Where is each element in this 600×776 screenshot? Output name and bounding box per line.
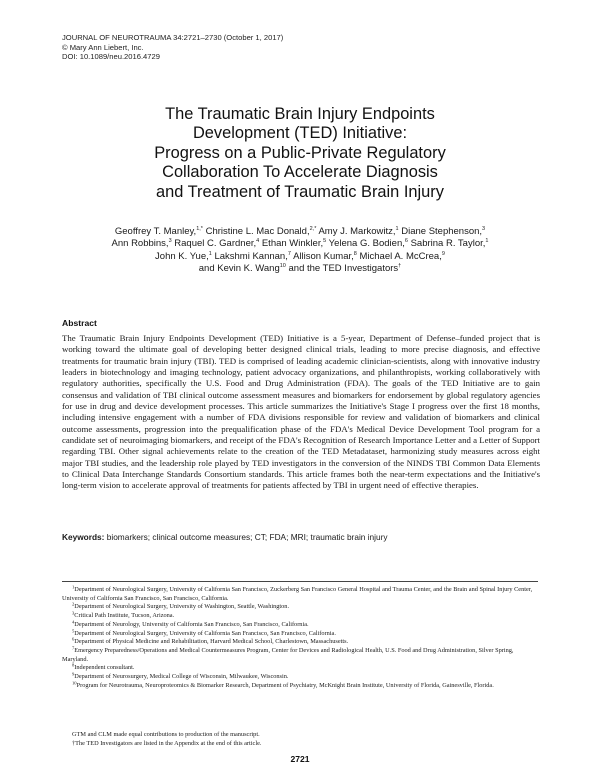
article-title [0, 105, 600, 202]
author-affiliation: 6 [404, 238, 408, 245]
keywords-text: biomarkers; clinical outcome measures; CT; FDA; MRI; traumatic brain injury [106, 532, 388, 542]
footnote [62, 627, 540, 639]
author-name: John K. Yue, [155, 250, 209, 262]
journal-header [62, 33, 283, 62]
author-affiliation: 8 [353, 250, 357, 257]
author-name: Ethan Winkler, [261, 238, 324, 250]
footnote-text: Department of Neurological Surgery, University of Washington, Seattle, Washington. [74, 603, 290, 611]
affiliation-footnotes [62, 586, 540, 690]
title-line-1: The Traumatic Brain Injury Endpoints [165, 105, 435, 123]
author-name: Ann Robbins, [111, 238, 169, 250]
author-name: and the TED Investigators [288, 262, 399, 274]
author-affiliation: 1 [485, 238, 489, 245]
footnote-text: Department of Neurology, University of California San Francisco, San Francisco, California. [74, 620, 309, 628]
author-name: Raquel C. Gardner, [174, 238, 257, 250]
author-name: Amy J. Markowitz, [318, 226, 396, 237]
keywords-label: Keywords: [62, 532, 105, 542]
footnote-number: 5 [72, 627, 75, 633]
footnote-text: Department of Neurological Surgery, University of California San Francisco, San Francisco, California. [74, 629, 336, 637]
abstract-heading: Abstract [62, 318, 97, 328]
author-affiliation: 3 [482, 226, 486, 232]
equal-contribution-note: GTM and CLM made equal contributions to production of the manuscript. [72, 731, 260, 738]
footnote-text: Department of Neurosurgery, Medical College of Wisconsin, Milwaukee, Wisconsin. [74, 673, 289, 681]
footnote-number: 10 [72, 680, 77, 686]
title-line-3: Progress on a Public-Private Regulatory [154, 143, 446, 162]
author-affiliation: 1 [208, 250, 212, 257]
copyright-line: © Mary Ann Liebert, Inc. [62, 42, 144, 52]
footnote-number: 6 [72, 636, 75, 642]
footnote [62, 603, 540, 612]
footnote-number: 7 [72, 645, 75, 651]
author-line-2 [0, 238, 600, 250]
author-name: Lakshmi Kannan, [214, 250, 288, 262]
footnote [62, 621, 540, 630]
footnote [62, 682, 540, 691]
keywords [62, 532, 388, 542]
ted-investigators-note: †The TED Investigators are listed in the Appendix at the end of this article. [72, 739, 262, 747]
author-line-4 [0, 263, 600, 275]
footnote-text: Independent consultant. [74, 664, 135, 672]
author-affiliation: 3 [168, 238, 172, 245]
footnote-number: 3 [72, 610, 75, 616]
author-affiliation: † [398, 262, 402, 269]
author-affiliation: 9 [441, 250, 445, 257]
author-name: Michael A. McCrea, [359, 250, 442, 262]
footnote-divider [62, 581, 538, 582]
footnote-text: Department of Physical Medicine and Rehabilitation, Harvard Medical School, Charlestown, Massachusetts. [74, 638, 349, 646]
author-affiliation: 7 [287, 250, 291, 257]
author-name: and Kevin K. Wang [198, 262, 280, 274]
footnote-text: Department of Neurological Surgery, University of California San Francisco, Zuckerberg San Francisco General Hospital and Trauma Center, and the Brain and Spinal Injury Center, University of California San Francisco, San Francisco, California. [62, 586, 533, 602]
contribution-notes [62, 731, 540, 748]
doi-line: DOI: 10.1089/neu.2016.4729 [62, 52, 160, 62]
abstract-text: The Traumatic Brain Injury Endpoints Development (TED) Initiative is a 5-year, Department of Defense–funded project that is working toward the ultimate goal of developing better designed clinical trials, leading to more precise diagnosis, and effective treatments for traumatic brain injury (TBI). TED is comprised of leading academic clinician-scientists, along with innovative industry leaders in biotechnology and imaging technology, patient advocacy organizations, and philanthropists, working collaboratively with regulatory authorities, specifically the U.S. Food and Drug Administration (FDA). The goals of the TED Initiative are to gain consensus and validation of TBI clinical outcome assessment measures and biomarkers for endorsement by global regulatory agencies for use in drug and device development processes. This article summarizes the Initiative's Stage I progress over the first 18 months, including intensive engagement with a number of FDA divisions responsible for review and validation of biomarkers and clinical outcome assessments, progression into the prequalification phase of the FDA's Medical Device Development Tool program for a candidate set of neuroimaging biomarkers, and receipt of the FDA's Recognition of Research Importance Letter and a Letter of Support regarding TBI. Other signal achievements relate to the creation of the TED Metadataset, harmonizing study measures across eight major TBI studies, and the leadership role played by TED investigators in the conversion of the NINDS TBI Common Data Elements to Clinical Data Interchange Standards Consortium standards. This article frames both the near-term expectations and the Initiative's long-term vision to accelerate approval of treatments for patients affected by TBI in urgent need of effective therapies. [62, 333, 540, 491]
title-line-4: Collaboration To Accelerate Diagnosis [162, 163, 438, 182]
footnote [62, 647, 540, 664]
journal-citation: JOURNAL OF NEUROTRAUMA 34:2721–2730 (October 1, 2017) [62, 33, 284, 42]
title-line-2: Development (TED) Initiative: [192, 124, 408, 143]
footnote [62, 664, 540, 673]
author-affiliation: 1 [395, 226, 399, 232]
author-affiliation: 1,* [196, 226, 203, 232]
footnote-number: 1 [72, 584, 75, 590]
author-name: Geoffrey T. Manley, [114, 226, 197, 237]
author-affiliation: 10 [279, 262, 286, 269]
footnote-text: Emergency Preparedness/Operations and Medical Countermeasures Program, Center for Devices and Radiological Health, U.S. Food and Drug Administration, Silver Spring, Maryland. [62, 646, 514, 663]
author-line-1 [0, 226, 600, 238]
author-affiliation: 2,* [309, 226, 317, 232]
title-line-5: and Treatment of Traumatic Brain Injury [156, 182, 444, 201]
author-list [0, 226, 600, 275]
footnote-number: 9 [72, 671, 75, 677]
footnote [62, 673, 540, 682]
footnote-number: 8 [72, 662, 75, 668]
footnote [62, 586, 540, 603]
author-affiliation: 5 [323, 238, 327, 245]
author-name: Sabrina R. Taylor, [410, 238, 486, 250]
footnote [62, 612, 540, 621]
footnote-text: Critical Path Institute, Tucson, Arizona. [74, 612, 175, 620]
footnote-number: 2 [72, 601, 75, 607]
footnote-text: Program for Neurotrauma, Neuroproteomics & Biomarker Research, Department of Psychiatry, McKnight Brain Institute, University of Florida, Gainesville, Florida. [76, 681, 494, 689]
footnote [62, 638, 540, 647]
author-affiliation: 4 [256, 238, 260, 245]
author-name: Diane Stephenson, [401, 226, 483, 237]
author-line-3 [0, 251, 600, 263]
author-name: Christine L. Mac Donald, [205, 226, 310, 237]
footnote-number: 4 [72, 619, 75, 625]
author-name: Allison Kumar, [293, 250, 354, 262]
page-number: 2721 [290, 754, 310, 764]
author-name: Yelena G. Bodien, [328, 238, 405, 250]
